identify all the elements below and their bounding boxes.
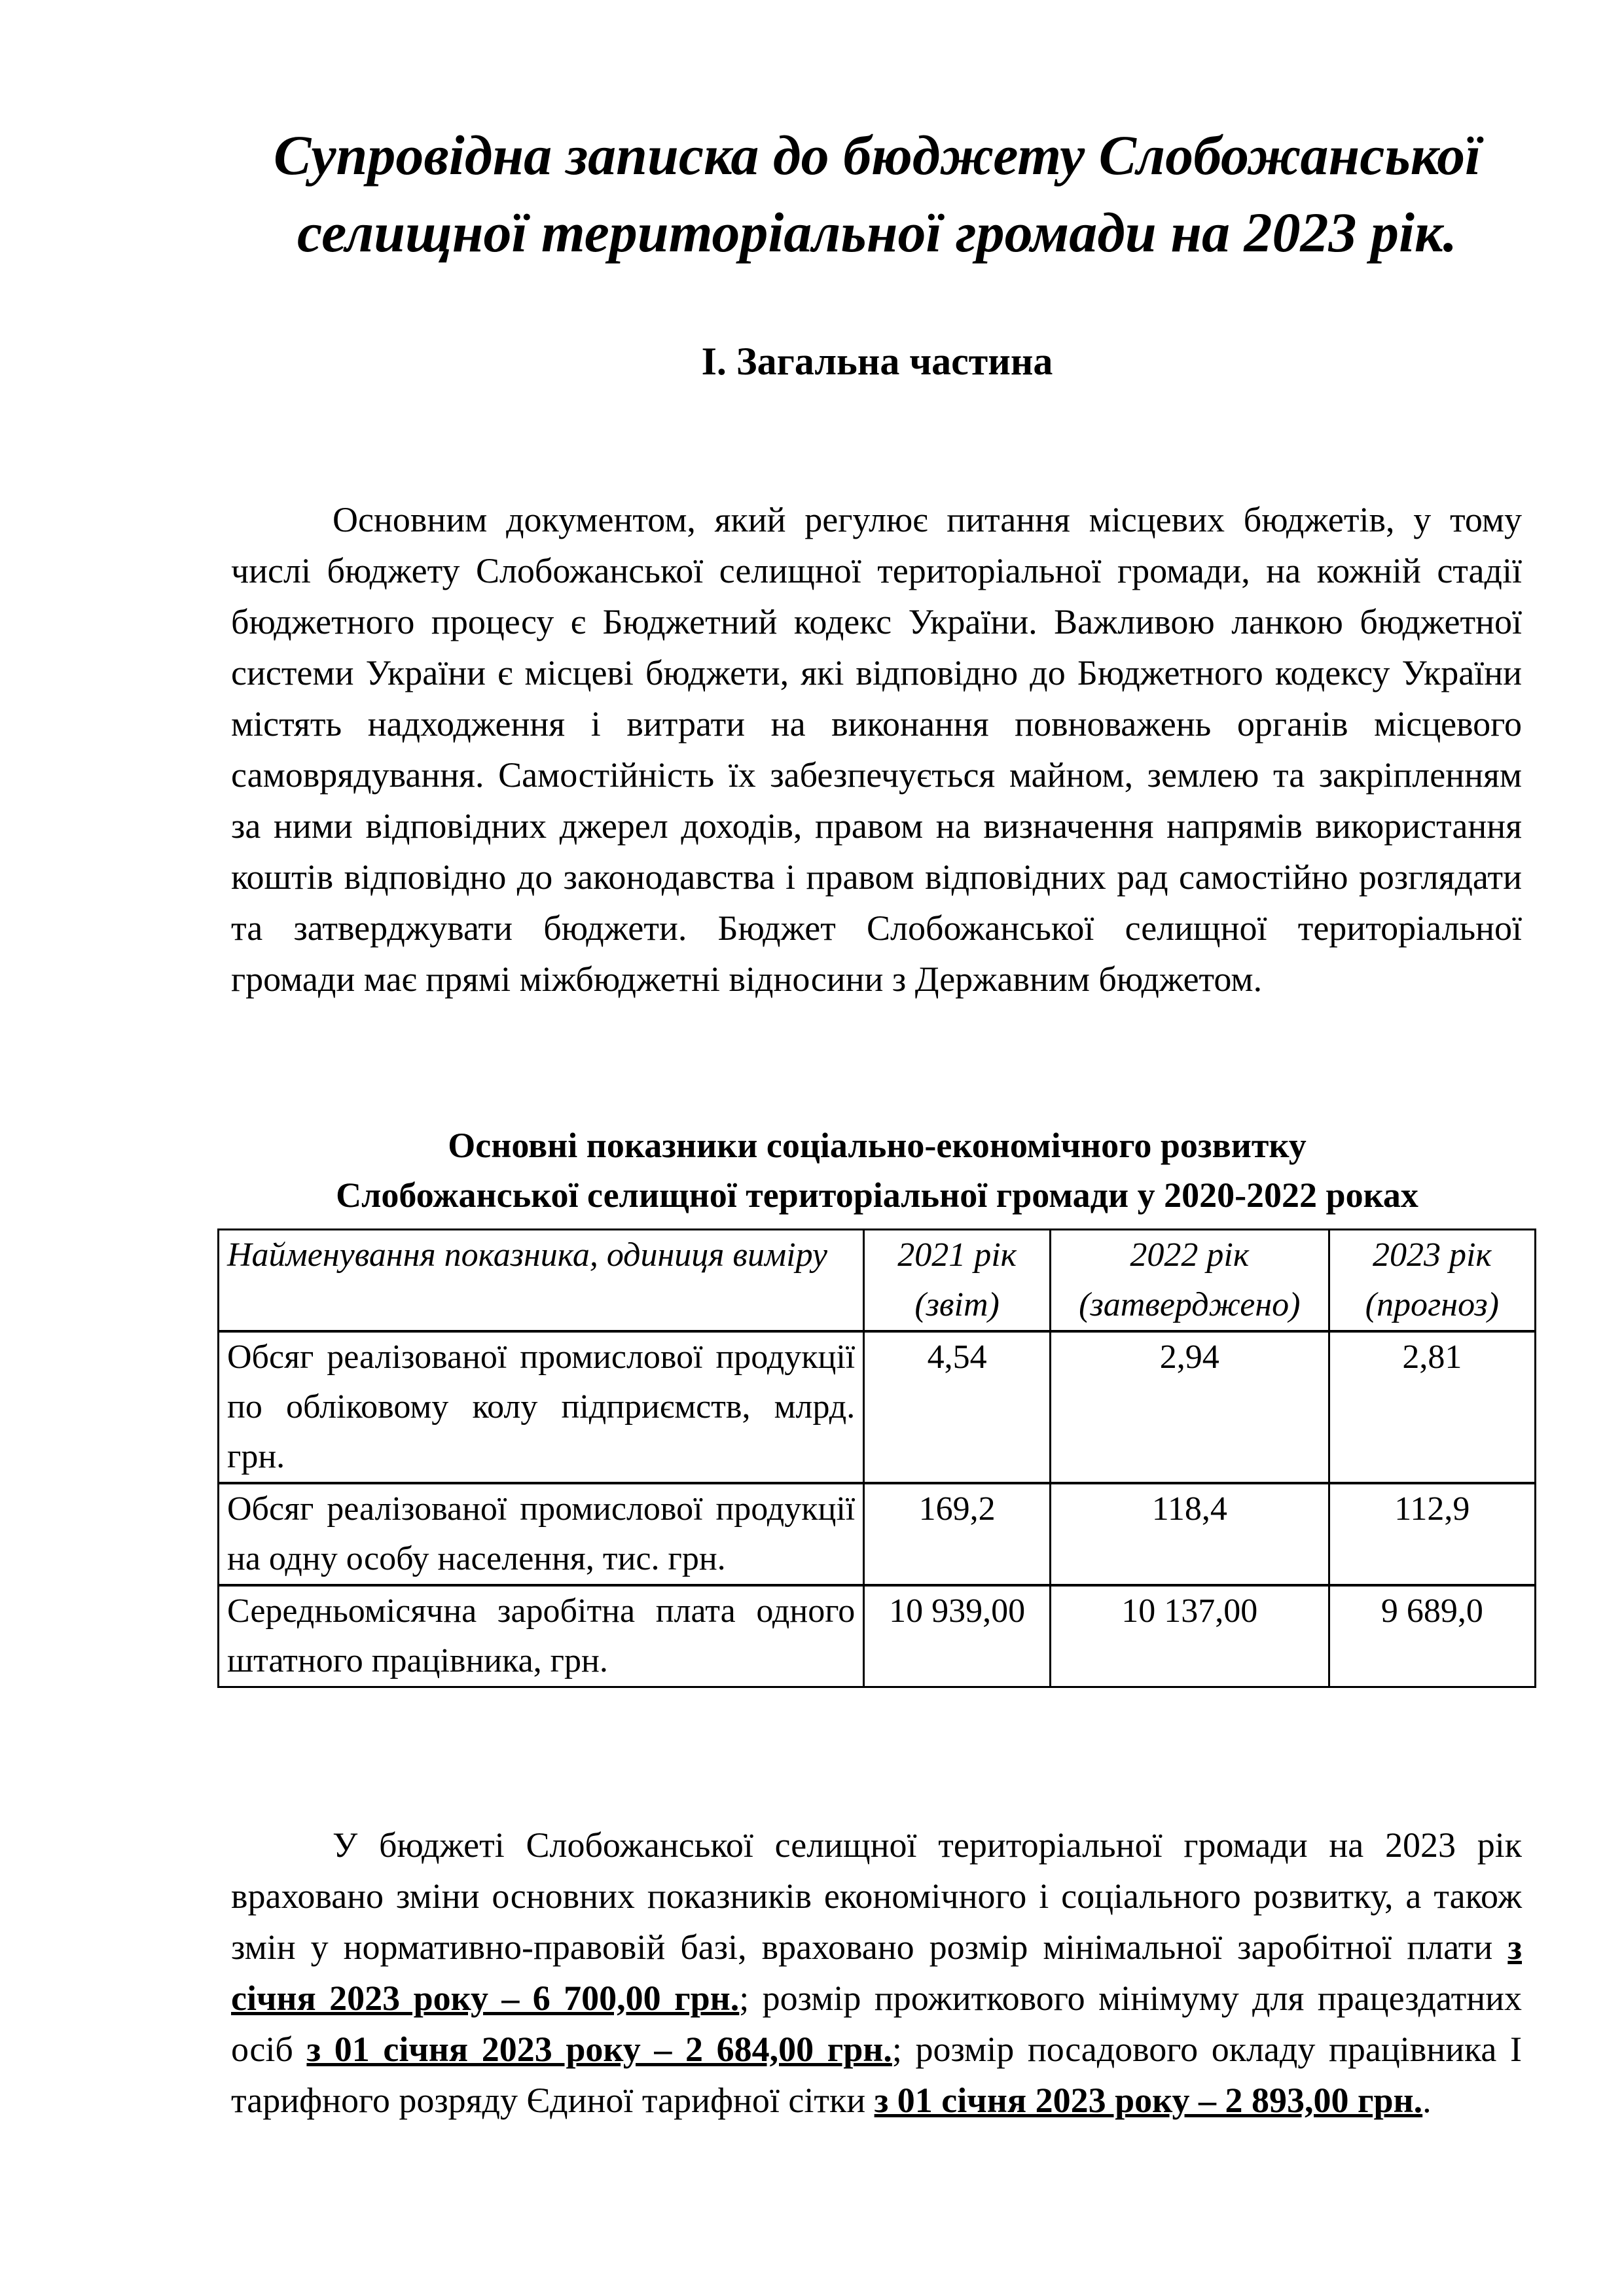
- header-2023: [1329, 1230, 1535, 1332]
- table-row: [219, 1585, 1536, 1687]
- final-paragraph: [231, 1820, 1522, 2126]
- table-caption: [216, 1121, 1538, 1220]
- header-2022: [1050, 1230, 1329, 1332]
- section-heading: І. Загальна частина: [701, 340, 1053, 383]
- header-2022-status: (затверджено): [1079, 1286, 1301, 1323]
- table-row: [219, 1483, 1536, 1585]
- header-2023-status: (прогноз): [1365, 1286, 1499, 1323]
- final-paragraph-text-3: ; розмір посадового окладу працівника І тарифного розряду Єдиної тарифної сітки: [231, 2030, 1523, 2120]
- row-indicator-name: Обсяг реалізованої промислової продукції по обліковому колу підприємств, млрд. грн.: [219, 1331, 864, 1483]
- row-indicator-name: Обсяг реалізованої промислової продукції на одну особу населення, тис. грн.: [219, 1483, 864, 1585]
- final-paragraph-text-2: ; розмір прожиткового мінімуму для працездатних осіб: [231, 1979, 1522, 2069]
- header-2022-year: 2022 рік: [1130, 1236, 1250, 1274]
- table-row: [219, 1331, 1536, 1483]
- header-2023-year: 2023 рік: [1372, 1236, 1492, 1274]
- page-title: [216, 117, 1538, 271]
- final-paragraph-text-4: .: [1422, 2081, 1432, 2120]
- row-value-2022: 118,4: [1050, 1483, 1329, 1585]
- row-value-2021: 4,54: [864, 1331, 1051, 1483]
- table-caption-line-1: Основні показники соціально-економічного розвитку: [448, 1126, 1307, 1165]
- row-indicator-name: Середньомісячна заробітна плата одного штатного працівника, грн.: [219, 1585, 864, 1687]
- row-value-2021: 169,2: [864, 1483, 1051, 1585]
- row-value-2023: 112,9: [1329, 1483, 1535, 1585]
- page-title-line-2: селищної територіальної громади на 2023 рік.: [297, 201, 1457, 264]
- row-value-2021: 10 939,00: [864, 1585, 1051, 1687]
- row-value-2022: 2,94: [1050, 1331, 1329, 1483]
- header-2021: [864, 1230, 1051, 1332]
- row-value-2023: 2,81: [1329, 1331, 1535, 1483]
- header-indicator-name: Найменування показника, одиниця виміру: [219, 1230, 864, 1332]
- intro-paragraph: Основним документом, який регулює питання місцевих бюджетів, у тому числі бюджету Слобожанської селищної територіальної громади, на кожній стадії бюджетного процесу є Бюджетний кодекс України. Важливою ланкою бюджетної системи України є місцеві бюджети, які відповідно до Бюджетного кодексу України містять надходження і витрати на виконання повноважень органів місцевого самоврядування. Самостійність їх забезпечується майном, землею та закріпленням за ними відповідних джерел доходів, правом на визначення напрямів використання коштів відповідно до законодавства і правом відповідних рад самостійно розглядати та затверджувати бюджети. Бюджет Слобожанської селищної територіальної громади має прямі міжбюджетні відносини з Державним бюджетом.: [231, 500, 1522, 999]
- minimum-wage-highlight: з січня 2023 року – 6 700,00 грн.: [231, 1928, 1522, 2018]
- indicators-table: [217, 1229, 1536, 1688]
- final-paragraph-text-1: У бюджеті Слобожанської селищної територіальної громади на 2023 рік враховано зміни основних показників економічного і соціального розвитку, а також змін у нормативно-правовій базі, враховано розмір мінімальної заробітної плати: [231, 1825, 1522, 1967]
- table-header-row: [219, 1230, 1536, 1332]
- table-caption-line-2: Слобожанської селищної територіальної громади у 2020-2022 роках: [336, 1175, 1418, 1215]
- page-title-line-1: Супровідна записка до бюджету Слобожанської: [274, 124, 1481, 187]
- header-2021-status: (звіт): [914, 1286, 1000, 1323]
- row-value-2022: 10 137,00: [1050, 1585, 1329, 1687]
- subsistence-minimum-highlight: з 01 січня 2023 року – 2 684,00 грн.: [306, 2030, 892, 2069]
- row-value-2023: 9 689,0: [1329, 1585, 1535, 1687]
- tariff-salary-highlight: з 01 січня 2023 року – 2 893,00 грн.: [874, 2081, 1423, 2120]
- header-2021-year: 2021 рік: [897, 1236, 1017, 1274]
